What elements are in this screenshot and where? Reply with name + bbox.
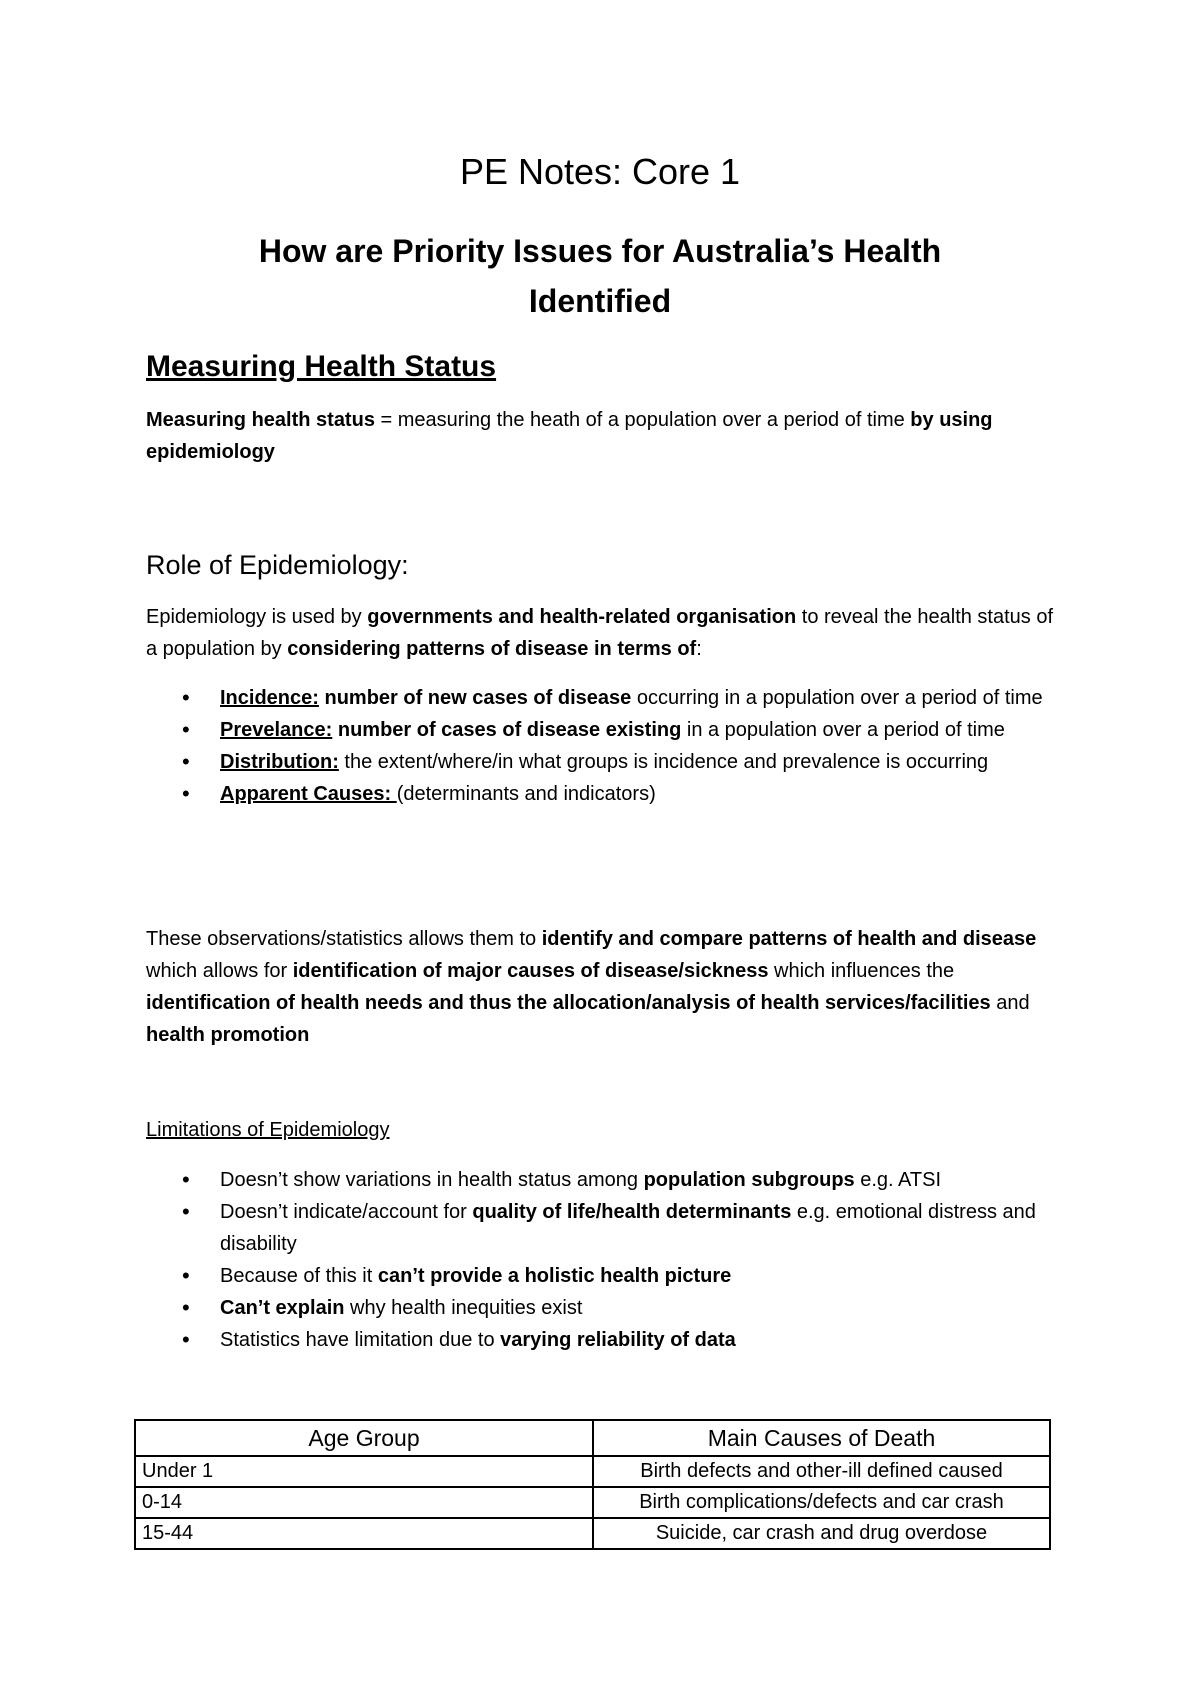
table-row [135,1518,1050,1549]
page-subtitle: How are Priority Issues for Australia’s Health Identified [258,233,942,319]
section-heading-limitations: Limitations of Epidemiology [146,1119,390,1141]
limitations-list [146,1164,1066,1356]
table-cell: Under 1 [135,1456,593,1487]
table-cell: Birth defects and other-ill defined caused [593,1456,1050,1487]
list-item: • Prevelance: number of cases of disease existing in a population over a period of time [146,714,1066,746]
definition-paragraph: Measuring health status = measuring the heath of a population over a period of time by using epidemiology [146,409,993,463]
table-row [135,1487,1050,1518]
list-item: • Doesn’t show variations in health status among population subgroups e.g. ATSI [146,1164,1066,1196]
epidemiology-patterns-list [146,682,1066,810]
list-item: • Because of this it can’t provide a holistic health picture [146,1260,1066,1292]
epidemiology-intro-paragraph: Epidemiology is used by governments and health-related organisation to reveal the health status of a population by considering patterns of disease in terms of: [146,606,1054,660]
list-item: • Incidence: number of new cases of disease occurring in a population over a period of time [146,682,1066,714]
list-item: • Apparent Causes: (determinants and indicators) [146,778,1066,810]
table-header-age-group: Age Group [135,1420,593,1456]
table-cell: 15-44 [135,1518,593,1549]
list-item: • Distribution: the extent/where/in what groups is incidence and prevalence is occurring [146,746,1066,778]
section-heading-measuring-health-status: Measuring Health Status [146,350,497,383]
table-cell: Suicide, car crash and drug overdose [593,1518,1050,1549]
table-header-main-causes: Main Causes of Death [593,1420,1050,1456]
list-item: • Doesn’t indicate/account for quality of life/health determinants e.g. emotional distress and disability [146,1196,1066,1260]
page-title: PE Notes: Core 1 [459,151,741,192]
table-cell: 0-14 [135,1487,593,1518]
table-header-row [135,1420,1050,1456]
table-cell: Birth complications/defects and car crash [593,1487,1050,1518]
observations-paragraph: These observations/statistics allows them to identify and compare patterns of health and disease which allows for identification of major causes of disease/sickness which influences the identification of health needs and thus the allocation/analysis of health services/facilities and health promotion [146,928,1037,1046]
list-item: • Can’t explain why health inequities exist [146,1292,1066,1324]
list-item: • Statistics have limitation due to varying reliability of data [146,1324,1066,1356]
section-heading-role-of-epidemiology: Role of Epidemiology: [146,550,409,580]
table-row [135,1456,1050,1487]
causes-of-death-table [134,1419,1051,1550]
definition-term: Measuring health status [146,409,375,431]
